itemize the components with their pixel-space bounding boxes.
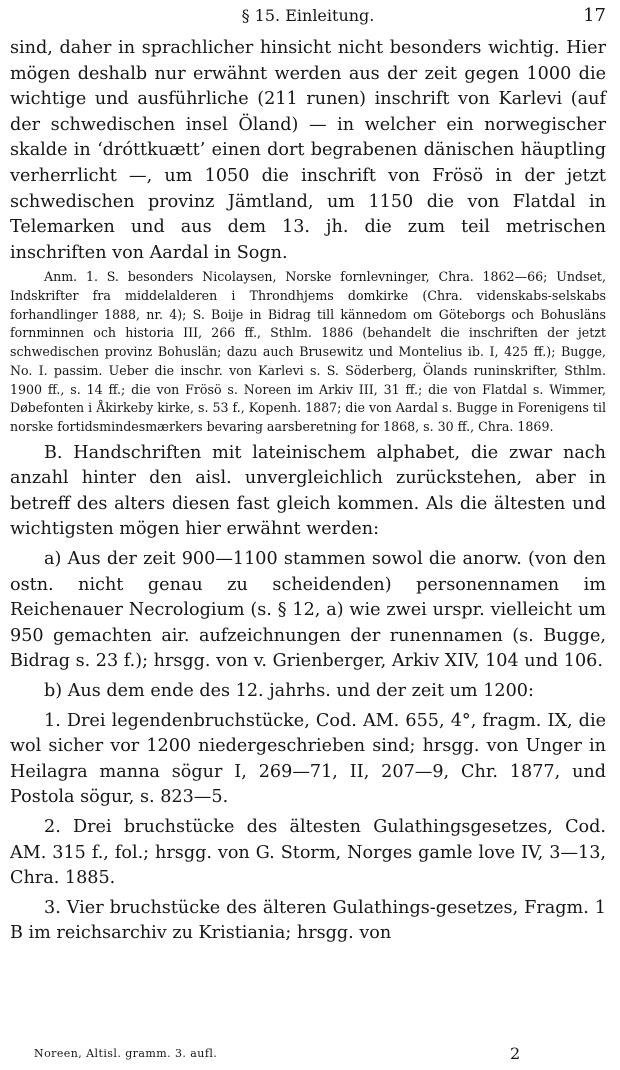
page-body	[10, 36, 606, 947]
paragraph-section-a: a) Aus der zeit 900—1100 stammen sowol die anorw. (von den ostn. nicht genau zu scheidenden) personennamen im Reichenauer Necrologium (s. § 12, a) wie zwei urspr. vielleicht um 950 gemachten air. aufzeichnungen der runennamen (s. Bugge, Bidrag s. 23 f.); hrsgg. von v. Grienberger, Arkiv XIV, 104 und 106.	[10, 549, 606, 672]
page-footer	[30, 1044, 590, 1064]
footer-signature: Noreen, Altisl. gramm. 3. aufl.	[34, 1047, 218, 1060]
paragraph-item-2: 2. Drei bruchstücke des ältesten Gulathingsgesetzes, Cod. AM. 315 f., fol.; hrsgg. von G. Storm, Norges gamle love IV, 3—13, Chra. 1885.	[10, 816, 606, 889]
paragraph-item-1: 1. Drei legendenbruchstücke, Cod. AM. 655, 4°, fragm. IX, die wol sicher vor 1200 niedergeschrieben sind; hrsgg. von Unger in Heilagra manna sögur I, 269—71, II, 207—9, Chr. 1877, und Postola sögur, s. 823—5.	[10, 710, 606, 808]
running-title: § 15. Einleitung.	[241, 6, 375, 25]
sheet-number: 2	[510, 1044, 521, 1063]
paragraph-section-b: b) Aus dem ende des 12. jahrhs. und der zeit um 1200:	[44, 681, 534, 702]
footnote-anm-1: Anm. 1. S. besonders Nicolaysen, Norske fornlevninger, Chra. 1862—66; Undset, Indskrifter fra middelalderen i Throndhjems domkirke (Chra. videnskabs-selskabs forhandlinger 1888, nr. 4); S. Boije in Bidrag till kännedom om Göteborgs och Bohusläns fornminnen och historia III, 266 ff., Sthlm. 1886 (behandelt die inschriften der jetzt schwedischen provinz Bohuslän; dazu auch Brusewitz und Montelius ib. I, 425 ff.); Bugge, No. I. passim. Ueber die inschr. von Karlevi s. S. Söderberg, Ölands runinskrifter, Sthlm. 1900 ff., s. 14 ff.; die von Frösö s. Noreen im Arkiv III, 31 ff.; die von Flatdal s. Wimmer, Døbefonten i Åkirkeby kirke, s. 53 f., Kopenh. 1887; die von Aardal s. Bugge in Forenigens til norske fortidsmindesmærkers bevaring aarsberetning for 1868, s. 30 ff., Chra. 1869.	[10, 269, 607, 434]
paragraph-latin-manuscripts: B. Handschriften mit lateinischem alphabet, die zwar nach anzahl hinter den aisl. unvergleichlich zurückstehen, aber in betreff des alters diesen fast gleich kommen. Als die ältesten und wichtigsten mögen hier erwähnt werden:	[10, 442, 606, 540]
running-header	[10, 4, 606, 28]
paragraph-item-3: 3. Vier bruchstücke des älteren Gulathings-gesetzes, Fragm. 1 B im reichsarchiv zu Kristiania; hrsgg. von	[10, 897, 606, 944]
page-number: 17	[583, 5, 606, 26]
paragraph-runic-inscriptions: sind, daher in sprachlicher hinsicht nicht besonders wichtig. Hier mögen deshalb nur erwähnt werden aus der zeit gegen 1000 die wichtige und ausführliche (211 runen) inschrift von Karlevi (auf der schwedischen insel Öland) — in welcher ein norwegischer skalde in ‘dróttkuætt’ einen dort begrabenen dänischen häuptling verherrlicht —, um 1050 die inschrift von Frösö in der jetzt schwedischen provinz Jämtland, um 1150 die von Flatdal in Telemarken und aus dem 13. jh. die zum teil metrischen inschriften von Aardal in Sogn.	[10, 38, 606, 263]
